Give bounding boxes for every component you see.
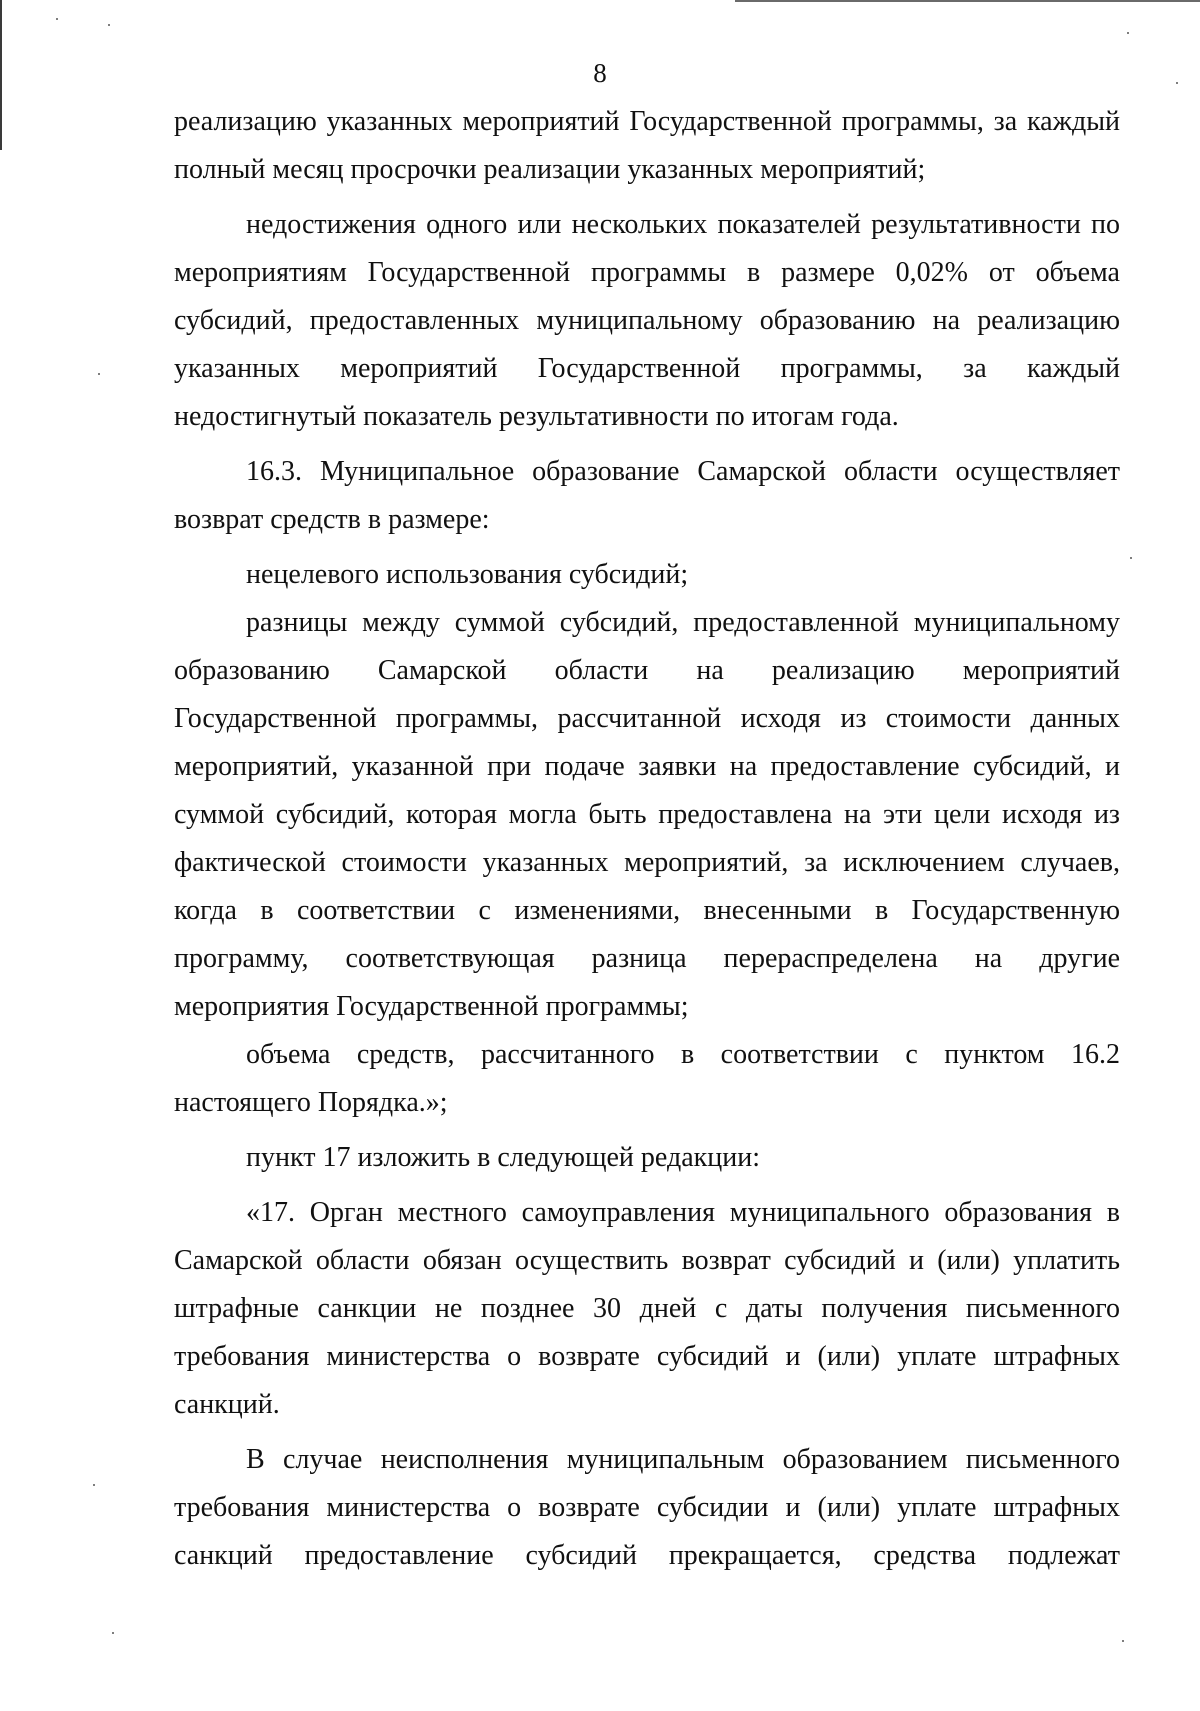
page-number: 8 — [593, 58, 607, 88]
paragraph-non-fulfillment: В случае неисполнения муниципальным образованием письменного требования министерства о возврате субсидии и (или) уплате штрафных санкций предоставление субсидий прекращается, средства подлежат — [174, 1444, 1120, 1571]
paragraph-item-17: «17. Орган местного самоуправления муниципального образования в Самарской области обязан осуществить возврат субсидий и (или) уплатить штрафные санкции не позднее 30 дней с даты получения письменного требования министерства о возврате субсидий и (или) уплате штрафных санкций. — [174, 1197, 1120, 1420]
paragraph-misuse: нецелевого использования субсидий; — [246, 559, 689, 590]
paragraph-item-17-intro: пункт 17 изложить в следующей редакции: — [246, 1142, 760, 1173]
document-body — [174, 98, 1120, 1580]
scan-speck — [1122, 1640, 1124, 1642]
scan-speck — [1130, 557, 1132, 559]
paragraph-16-3: 16.3. Муниципальное образование Самарской области осуществляет возврат средств в размере: — [174, 456, 1120, 535]
scan-speck — [108, 24, 110, 26]
paragraph-continuation: реализацию указанных мероприятий Государственной программы, за каждый полный месяц просрочки реализации указанных мероприятий; — [174, 106, 1120, 185]
scan-edge-top — [735, 0, 1200, 2]
paragraph-volume: объема средств, рассчитанного в соответствии с пунктом 16.2 настоящего Порядка.»; — [174, 1039, 1120, 1118]
scan-speck — [93, 1484, 95, 1486]
scan-speck — [98, 373, 100, 375]
scan-speck — [112, 1632, 114, 1634]
paragraph-difference: разницы между суммой субсидий, предоставленной муниципальному образованию Самарской области на реализацию мероприятий Государственной программы, рассчитанной исходя из стоимости данных мероприятий, указанной при подаче заявки на предоставление субсидий, и суммой субсидий, которая могла быть предоставлена на эти цели исходя из фактической стоимости указанных мероприятий, за исключением случаев, когда в соответствии с изменениями, внесенными в Государственную программу, соответствующая разница перераспределена на другие мероприятия Государственной программы; — [174, 607, 1120, 1022]
scan-speck — [1127, 32, 1129, 34]
scan-speck — [56, 18, 58, 20]
paragraph-indicators: недостижения одного или нескольких показателей результативности по мероприятиям Государственной программы в размере 0,02% от объема субсидий, предоставленных муниципальному образованию на реализацию указанных мероприятий Государственной программы, за каждый недостигнутый показатель результативности по итогам года. — [174, 209, 1120, 432]
